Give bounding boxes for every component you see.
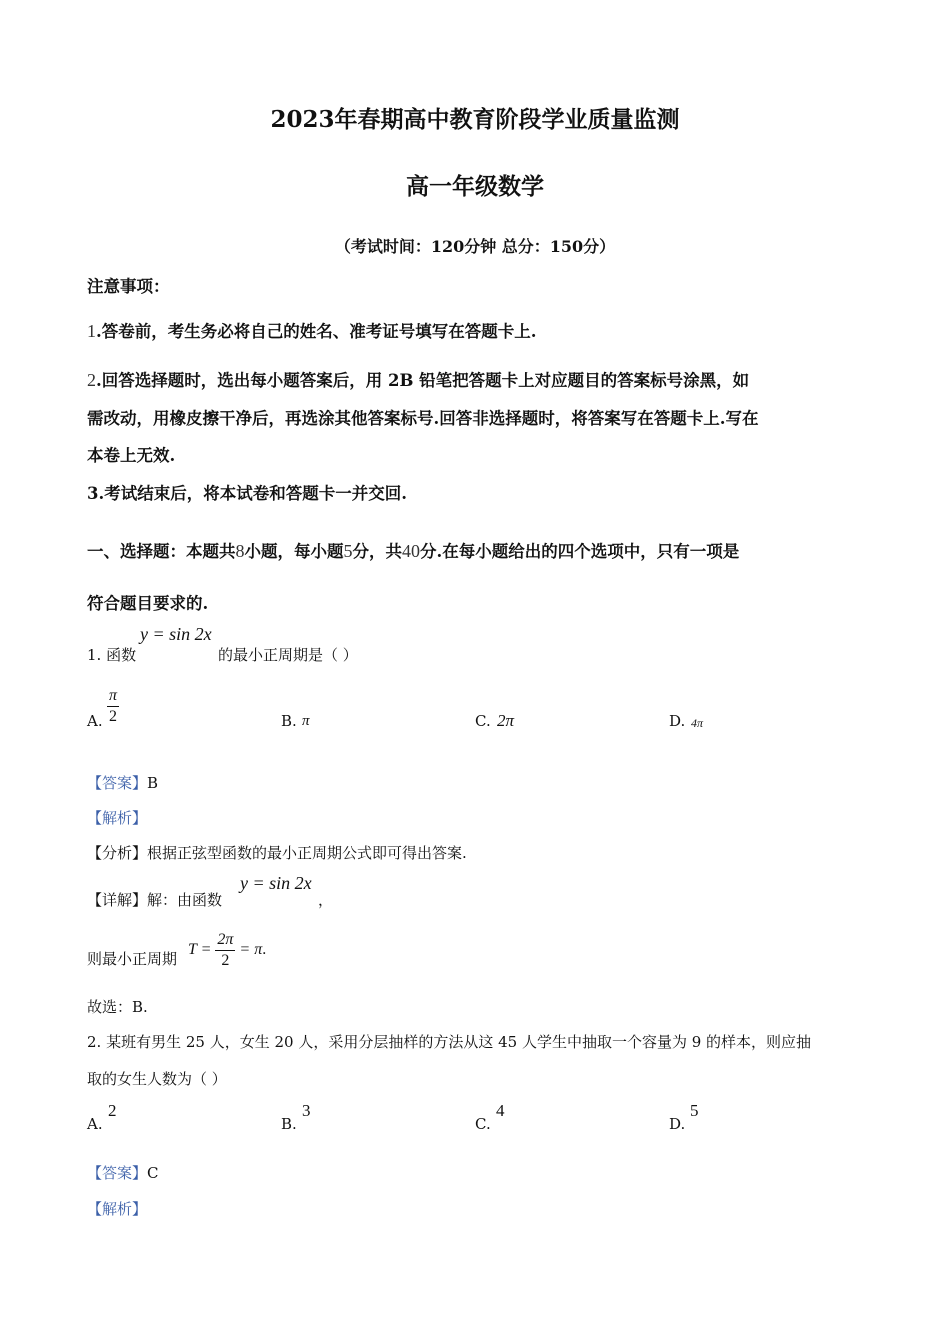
q2-answer-tag: 【答案】 xyxy=(87,1164,148,1182)
note-1-number: 1 xyxy=(87,321,96,341)
q1-detail-prefix: 解：由函数 xyxy=(147,891,223,909)
q1-suffix: 的最小正周期是（ ） xyxy=(218,646,358,664)
q2-stem-line-1: 2. 某班有男生 25 人，女生 20 人，采用分层抽样的方法从这 45 人学生中抽取一个容量为 9 的样本，则应抽 xyxy=(87,1033,812,1051)
q1-detail-suffix: ， xyxy=(318,891,334,909)
exam-title: 2023年春期高中教育阶段学业质量监测 xyxy=(270,106,680,133)
q2-option-b-value: 3 xyxy=(302,1101,311,1120)
section-num-questions: 8 xyxy=(235,541,245,561)
section-num-total: 40 xyxy=(402,541,420,561)
q1-formula: y = sin 2x xyxy=(140,624,212,644)
q1-answer xyxy=(87,772,158,793)
q2-option-a-label: A. xyxy=(87,1115,103,1133)
q1-option-b-value: π xyxy=(302,713,310,729)
q1-detail-tag: 【详解】 xyxy=(87,891,148,909)
q1-prefix: 1. 函数 xyxy=(87,646,137,664)
note-2-number: 2 xyxy=(87,370,96,390)
q2-option-b-label: B. xyxy=(281,1115,297,1133)
q1-answer-value: B xyxy=(147,774,159,792)
q2-answer xyxy=(87,1162,159,1183)
q2-option-c-value: 4 xyxy=(496,1101,505,1120)
notes-heading: 注意事项： xyxy=(87,277,170,296)
q1-analysis-tag: 【解析】 xyxy=(87,809,148,827)
q1-option-c-value: 2π xyxy=(497,711,515,730)
q1-fenxi xyxy=(87,842,467,863)
note-2-text: .回答选择题时，选出每小题答案后，用 2B 铅笔把答题卡上对应题目的答案标号涂黑，如 xyxy=(96,371,750,390)
section-text-d: 分.在每小题给出的四个选项中，只有一项是 xyxy=(420,542,740,561)
section-heading-line-2: 符合题目要求的. xyxy=(87,594,209,613)
q1-option-b-label: B. xyxy=(281,712,297,730)
q1-option-a-label: A. xyxy=(87,712,103,730)
q1-period-rhs: = π xyxy=(239,941,263,959)
note-1 xyxy=(87,318,537,342)
q1-option-a-value xyxy=(107,686,119,727)
q1-period-lhs: T = xyxy=(188,941,212,959)
q1-option-c-label: C. xyxy=(475,712,491,730)
q2-answer-value: C xyxy=(147,1164,159,1182)
q1-detail-formula: y = sin 2x xyxy=(240,873,312,893)
q1-period-end: . xyxy=(262,941,267,959)
q1-fenxi-tag: 【分析】 xyxy=(87,844,148,862)
q2-option-a-value: 2 xyxy=(108,1101,117,1120)
q1-option-a-numerator: π xyxy=(107,686,119,707)
q1-period-formula xyxy=(188,930,266,971)
section-text-a: 一、选择题：本题共 xyxy=(87,542,236,561)
q1-period-numerator: 2π xyxy=(215,930,235,951)
q1-option-d-label: D. xyxy=(669,712,686,730)
q1-choose: 故选：B. xyxy=(87,998,148,1016)
q1-answer-tag: 【答案】 xyxy=(87,774,148,792)
note-2-line-3: 本卷上无效. xyxy=(87,446,176,465)
note-3: 3.考试结束后，将本试卷和答题卡一并交回. xyxy=(87,484,407,503)
note-2-line-2: 需改动，用橡皮擦干净后，再选涂其他答案标号.回答非选择题时，将答案写在答题卡上.写在 xyxy=(87,409,759,428)
q1-period-denominator: 2 xyxy=(221,952,230,969)
q2-option-d-label: D. xyxy=(669,1115,686,1133)
q2-analysis-tag: 【解析】 xyxy=(87,1200,148,1218)
q1-period-prefix: 则最小正周期 xyxy=(87,950,178,968)
section-num-points: 5 xyxy=(343,541,353,561)
exam-subject: 高一年级数学 xyxy=(406,173,544,200)
q1-option-d-value: 4π xyxy=(691,716,704,730)
section-heading xyxy=(87,538,739,562)
section-text-c: 分，共 xyxy=(352,542,402,561)
q1-option-a-denominator: 2 xyxy=(109,708,117,725)
q2-option-d-value: 5 xyxy=(690,1101,699,1120)
exam-info: （考试时间：120分钟 总分：150分） xyxy=(334,237,616,256)
q1-detail xyxy=(87,889,222,910)
note-1-text: .答卷前，考生务必将自己的姓名、准考证号填写在答题卡上. xyxy=(96,322,537,341)
q1-fenxi-text: 根据正弦型函数的最小正周期公式即可得出答案. xyxy=(147,844,467,862)
q2-stem-line-2: 取的女生人数为（ ） xyxy=(87,1070,227,1088)
note-2-line-1 xyxy=(87,367,749,391)
q2-option-c-label: C. xyxy=(475,1115,491,1133)
section-text-b: 小题，每小题 xyxy=(244,542,344,561)
